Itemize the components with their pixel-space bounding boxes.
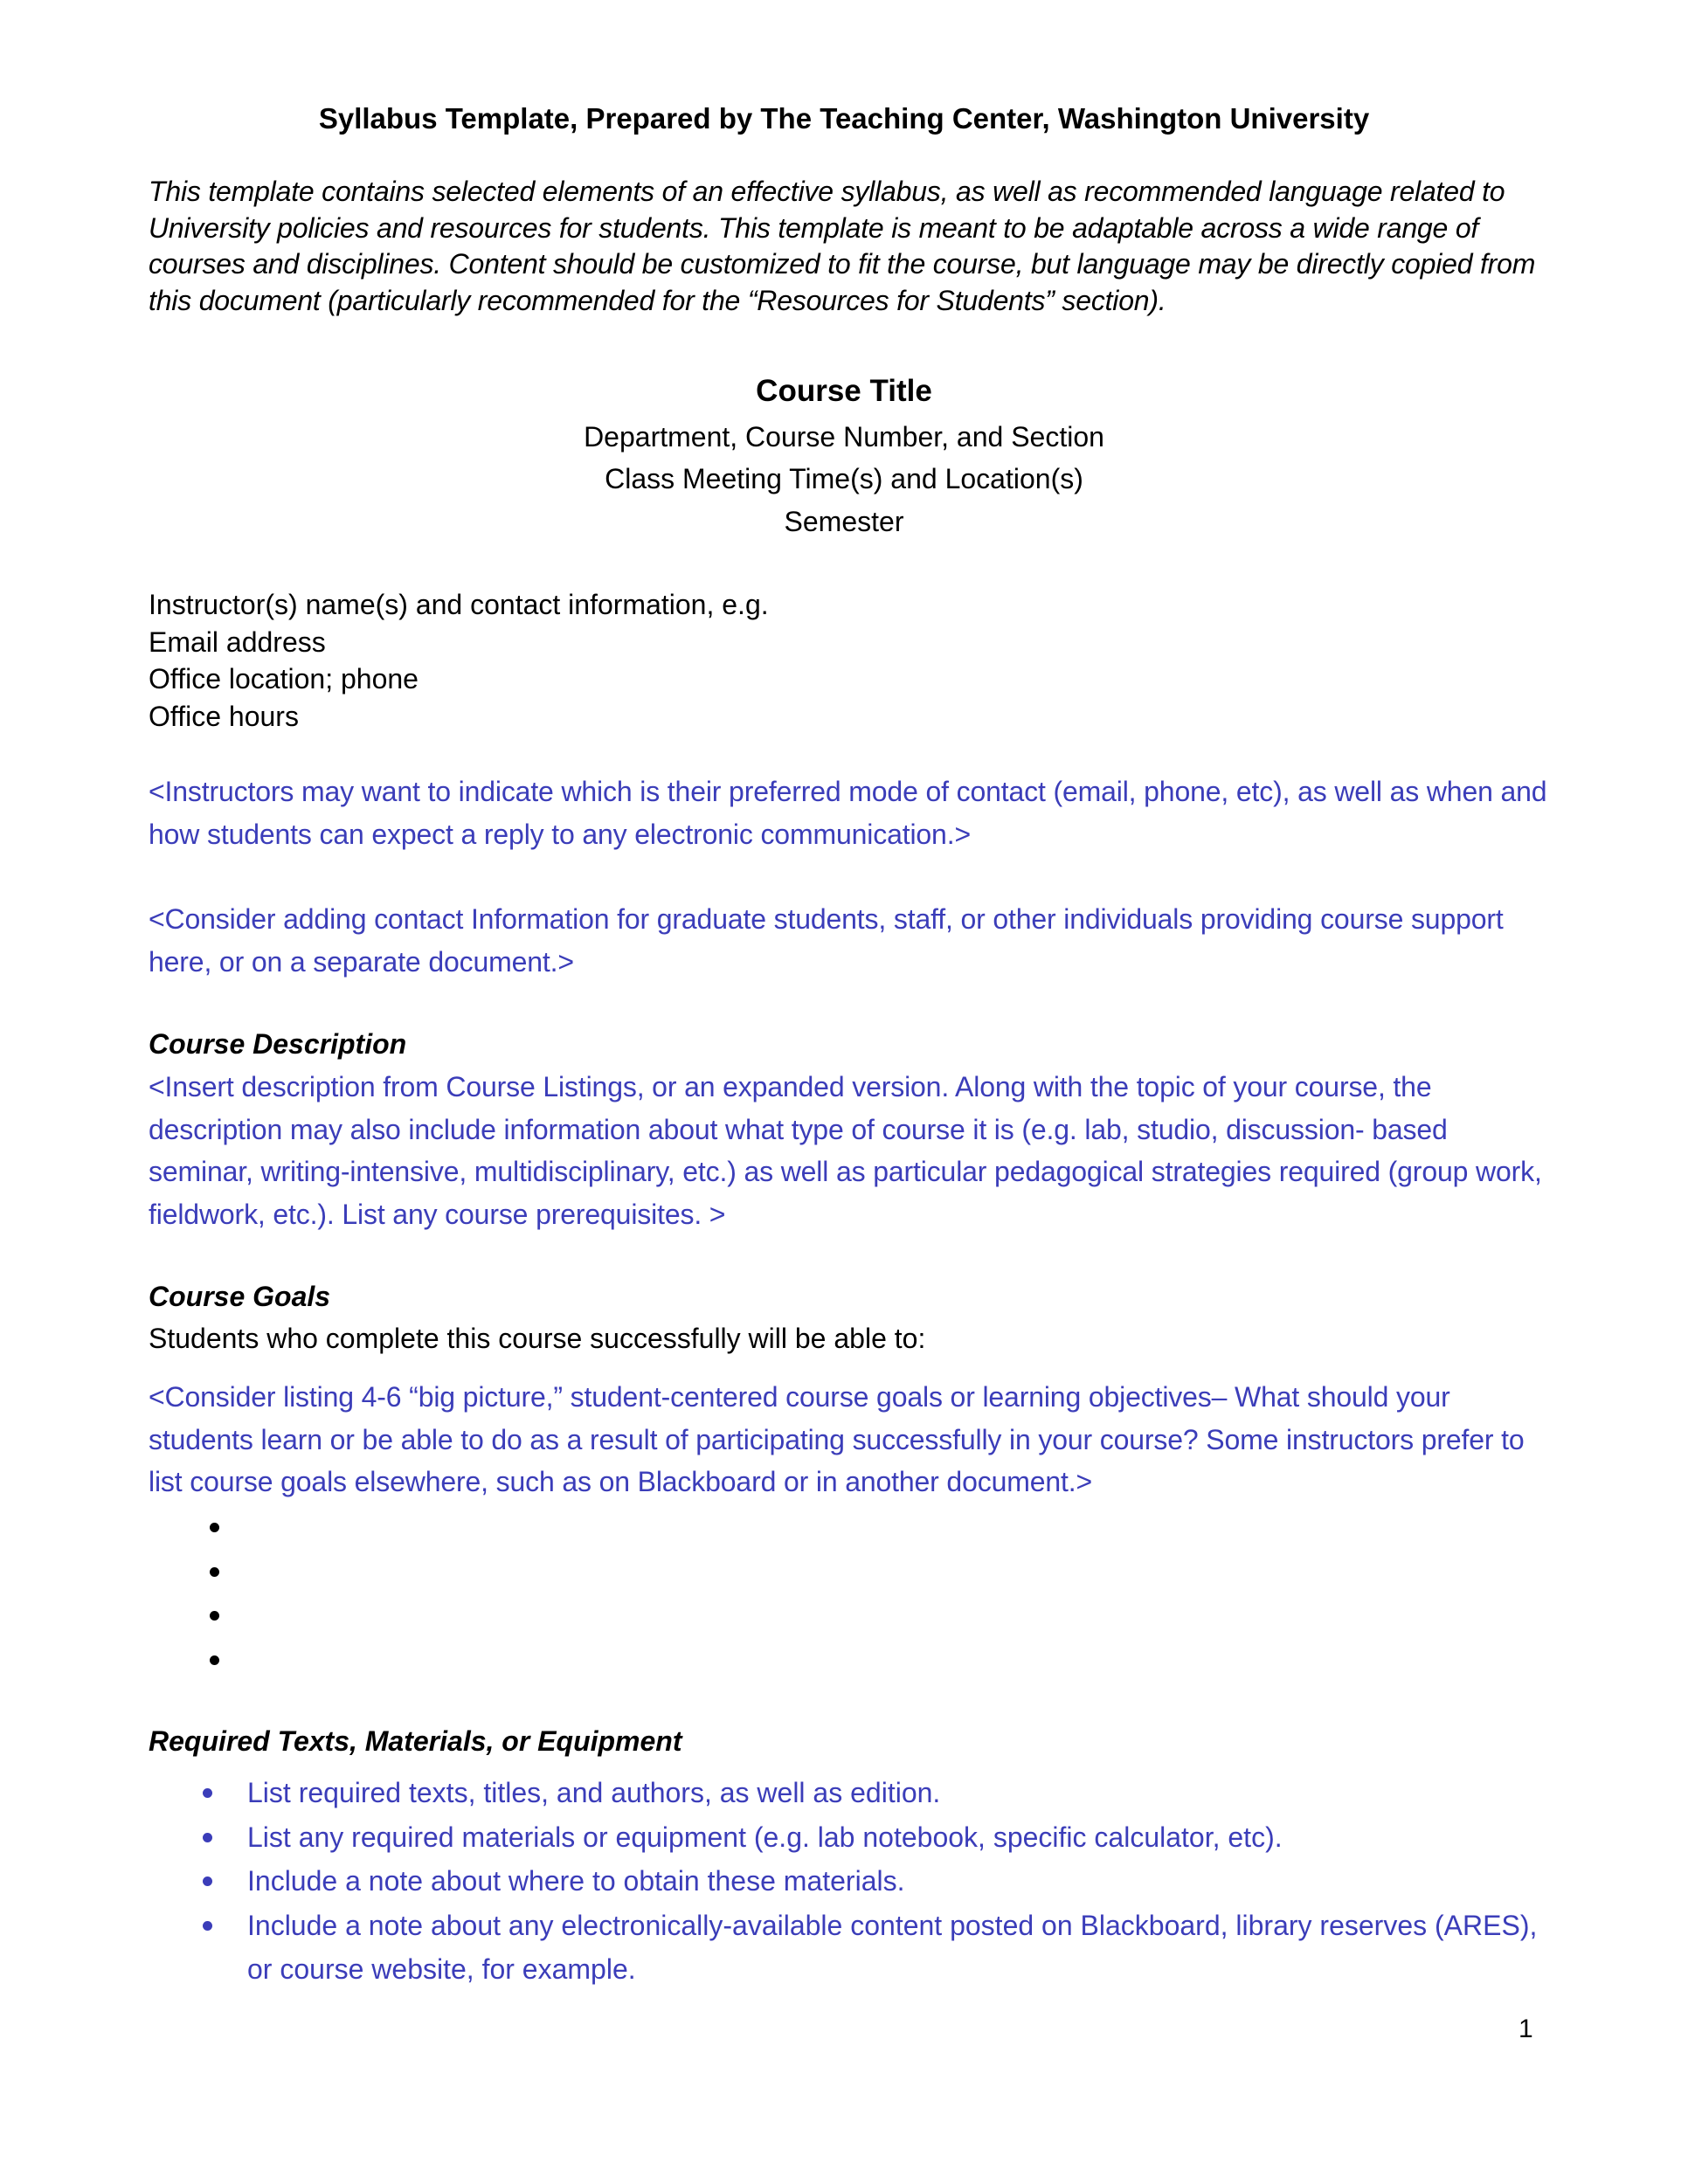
- list-item-text: Include a note about any electronically-available content posted on Blackboard, library reserves (ARES), or course website, for example.: [247, 1909, 1538, 1985]
- bullet-icon: [210, 1523, 219, 1532]
- semester-line: Semester: [784, 506, 904, 537]
- course-description-heading: Course Description: [149, 1028, 407, 1060]
- course-goals-note: <Consider listing 4-6 “big picture,” student-centered course goals or learning objectives– What should your students learn or be able to do as a result of participating successfully in your course? Some instructors prefer to list course goals elsewhere, such as on Blackboard or in another document.>: [149, 1381, 1525, 1497]
- preferred-contact-note: <Instructors may want to indicate which is their preferred mode of contact (email, phone, etc), as well as when and how students can expect a reply to any electronic communication.>: [149, 776, 1547, 850]
- contact-line: Office location; phone: [149, 663, 419, 695]
- bullet-icon: [203, 1788, 212, 1798]
- required-materials-heading: Required Texts, Materials, or Equipment: [149, 1725, 682, 1757]
- list-item: [149, 1859, 1555, 1904]
- course-description-body: <Insert description from Course Listings, or an expanded version. Along with the topic of your course, the description may also include information about what type of course it is (e.g. lab, studio, discussion- based seminar, writing-intensive, multidisciplinary, etc.) as well as particular pedagogical strategies required (group work, fieldwork, etc.). List any course prerequisites. >: [149, 1071, 1542, 1230]
- instructor-contact-block: [149, 586, 1555, 735]
- page-number: 1: [1519, 2015, 1533, 2043]
- list-item: [210, 1640, 297, 1684]
- bullet-icon: [210, 1655, 219, 1665]
- bullet-icon: [210, 1611, 219, 1621]
- bullet-icon: [210, 1567, 219, 1577]
- bullet-icon: [203, 1921, 212, 1931]
- required-materials-list: [149, 1771, 1555, 1992]
- list-item: [210, 1552, 297, 1596]
- contact-line: Office hours: [149, 700, 299, 732]
- list-item-text: List any required materials or equipment (e.g. lab notebook, specific calculator, etc).: [247, 1821, 1283, 1853]
- intro-paragraph: This template contains selected elements of an effective syllabus, as well as recommended language related to University policies and resources for students. This template is meant to be adaptable across a wide range of courses and disciplines. Content should be customized to fit the course, but language may be directly copied from this document (particularly recommended for the “Resources for Students” section).: [149, 176, 1536, 316]
- document-title: Syllabus Template, Prepared by The Teaching Center, Washington University: [318, 102, 1370, 135]
- list-item: [210, 1595, 297, 1640]
- list-item: [210, 1507, 297, 1552]
- bullet-icon: [203, 1833, 212, 1842]
- list-item-text: Include a note about where to obtain these materials.: [247, 1865, 905, 1897]
- bullet-icon: [203, 1876, 212, 1886]
- department-line: Department, Course Number, and Section: [584, 421, 1104, 453]
- contact-line: Email address: [149, 625, 326, 658]
- list-item: [149, 1815, 1555, 1860]
- course-goals-list: [210, 1507, 297, 1683]
- support-contacts-note: <Consider adding contact Information for graduate students, staff, or other individuals providing course support here, or on a separate document.>: [149, 903, 1504, 978]
- list-item-text: List required texts, titles, and authors, as well as edition.: [247, 1777, 941, 1808]
- meeting-line: Class Meeting Time(s) and Location(s): [605, 463, 1083, 494]
- list-item: [149, 1904, 1555, 1992]
- list-item: [149, 1771, 1555, 1815]
- course-goals-heading: Course Goals: [149, 1281, 331, 1312]
- course-goals-lead: Students who complete this course successfully will be able to:: [149, 1323, 926, 1354]
- contact-line: Instructor(s) name(s) and contact information, e.g.: [149, 589, 769, 620]
- course-title: Course Title: [756, 374, 932, 408]
